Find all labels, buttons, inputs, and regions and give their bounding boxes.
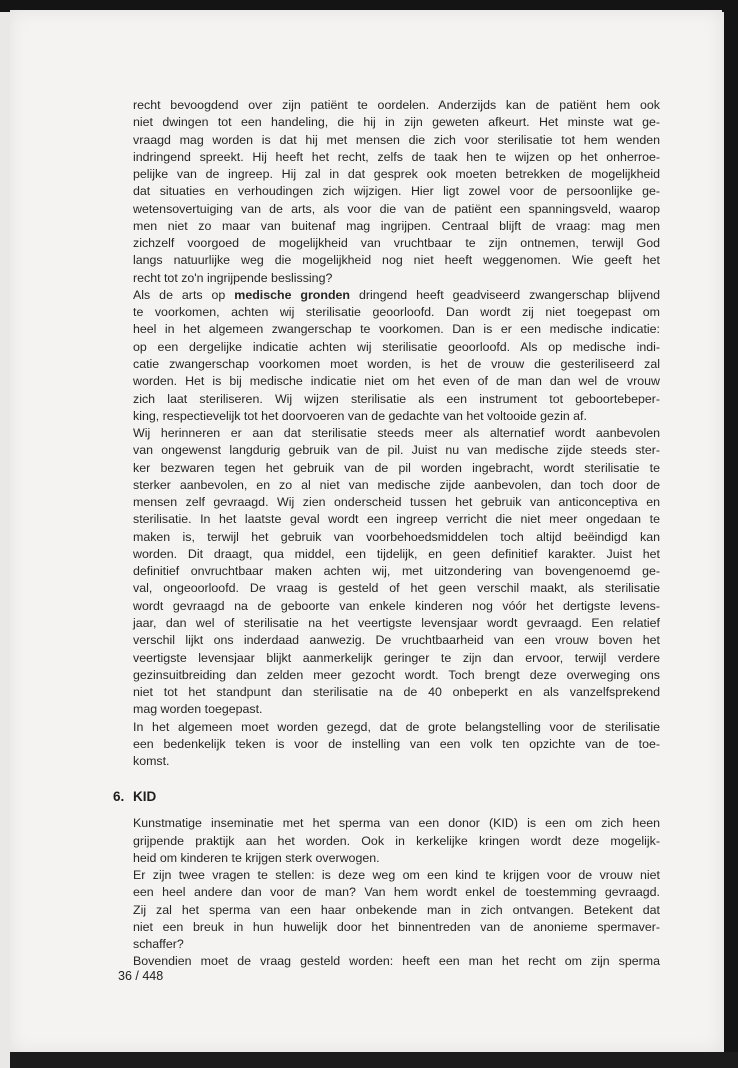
paragraph-medical-grounds	[133, 287, 660, 425]
section-title: KID	[133, 789, 157, 805]
text-line: val, ongeoorloofd. De vraag is gesteld of het geen verschil maakt, als sterilisatie	[133, 581, 660, 596]
text-line: op een dergelijke indicatie achten wij sterilisatie geoorloofd. Als op medische indi-	[133, 339, 660, 354]
text-line: recht bevoogdend over zijn patiënt te oordelen. Anderzijds kan de patiënt hem ook	[133, 98, 660, 112]
text-line: mag worden toegepast.	[133, 702, 263, 717]
text-line: niet een breuk in hun huwelijk door het binnentreden van de anonieme spermaver-	[133, 919, 660, 934]
text-line: catie zwangerschap voorkomen moet worden, is het de vrouw die gesteriliseerd zal	[133, 356, 660, 371]
text-line: veertigste levensjaar blijkt aanmerkelijk geringer te zijn dan ervoor, terwijl verdere	[133, 650, 660, 665]
paragraph-kid-intro	[133, 815, 660, 867]
text-line: vraagd mag worden is dat hij met mensen die zich voor sterilisatie tot hem wenden	[133, 132, 660, 147]
text-line: zichzelf voorgoed de mogelijkheid van vruchtbaar te zijn ontnemen, terwijl God	[133, 236, 660, 251]
text-line: een heel andere dan voor de man? Van hem wordt enkel de toestemming gevraagd.	[133, 885, 660, 900]
scan-border-bottom	[10, 1052, 738, 1068]
text-line: langs natuurlijke weg die mogelijkheid nog niet heeft weggenomen. Wie geeft het	[133, 253, 660, 268]
text-line: recht tot zo'n ingrijpende beslissing?	[133, 270, 333, 285]
text-line: dat situaties en verhoudingen zich wijzigen. Hier ligt zowel voor de persoonlijke ge-	[133, 184, 660, 199]
text-line: verschil lijkt ons inderdaad aanwezig. De vruchtbaarheid van een vrouw boven het	[133, 633, 660, 648]
text-line: Bovendien moet de vraag gesteld worden: heeft een man het recht om zijn sperma	[133, 954, 660, 969]
paragraph-kid-questions	[133, 867, 660, 953]
text-line: een bedenkelijk teken is voor de instelling van een volk ten opzichte van de toe-	[133, 736, 660, 751]
text-line: schaffer?	[133, 937, 184, 952]
text-line: heel in het algemeen zwangerschap te voorkomen. Dan is er een medische indicatie:	[133, 322, 660, 337]
text-line: Zij zal het sperma van een haar onbekende man in zich ontvangen. Betekent dat	[133, 902, 660, 917]
text-line: ker bezwaren tegen het gebruik van de pil worden ingebracht, wordt sterilisatie te	[133, 460, 660, 475]
section-spacer	[133, 770, 660, 786]
text-line: king, respectievelijk tot het doorvoeren van de gedachte van het voltooide gezin af.	[133, 408, 587, 423]
section-number: 6.	[113, 789, 125, 805]
text-line: men niet zo maar van buitenaf mag ingrijpen. Centraal blijft de vraag: mag men	[133, 218, 660, 233]
text-line: worden. Dit draagt, qua middel, een tijdelijk, en geen definitief karakter. Juist het	[133, 546, 660, 561]
text-line: Wij herinneren er aan dat sterilisatie steeds meer als alternatief wordt aanbevolen	[133, 426, 660, 441]
text-line: worden. Het is bij medische indicatie niet om het even of de man dan wel de vrouw	[133, 374, 660, 389]
text-column	[113, 97, 661, 971]
text-line: wordt gevraagd na de geboorte van enkele kinderen nog vóór het dertigste levens-	[133, 598, 660, 613]
text-run: Als de arts op	[133, 287, 235, 302]
text-run: dringend heeft geadviseerd zwangerschap blijvend	[349, 287, 661, 302]
paragraph-doctor-patient	[133, 97, 660, 287]
text-line: heid om kinderen te krijgen sterk overwogen.	[133, 850, 380, 865]
paragraph-pill-alternative	[133, 425, 660, 719]
text-line: gezinsuitbreiding dan zelden meer gezocht wordt. Toch brengt deze overweging ons	[133, 667, 660, 682]
text-line: sterker aanbevolen, en zo al niet van medische zijde aanbevolen, dan toch door de	[133, 477, 660, 492]
section-heading	[113, 786, 660, 808]
text-line: sterilisatie. In het laatste geval wordt een ingreep verricht die niet meer ongedaan te	[133, 512, 660, 527]
text-line: maken is, terwijl het gebruik van voorbehoedsmiddelen toch altijd beëindigd kan	[133, 529, 660, 544]
text-line: zich laat steriliseren. Wij wijzen sterilisatie als een instrument tot geboortebeper-	[133, 391, 660, 406]
text-line: pelijke van de ingreep. Hij zal in dat gesprek ook moeten betrekken de mogelijkheid	[133, 167, 660, 182]
text-line: jaar, dan wel of sterilisatie na het veertigste levensjaar wordt gevraagd. Een relatief	[133, 615, 660, 630]
text-line: definitief onvruchtbaar maken achten wij, met uitzondering van bovengenoemd ge-	[133, 564, 660, 579]
paragraph-kid-continued	[133, 953, 660, 970]
text-line: indringend spreekt. Hij heeft het recht, zelfs de taak hen te wijzen op het onherroe-	[133, 149, 660, 164]
text-line: In het algemeen moet worden gezegd, dat de grote belangstelling voor de sterilisatie	[133, 719, 660, 734]
text-line: Kunstmatige inseminatie met het sperma van een donor (KID) is een om zich heen	[133, 816, 660, 831]
text-line: wetensovertuiging van de arts, als voor die van de patiënt een spanningsveld, waarop	[133, 201, 660, 216]
text-line: van ongewenst langdurig gebruik van de pil. Juist nu van medische zijde steeds ster-	[133, 443, 660, 458]
paragraph-conclusion	[133, 719, 660, 771]
text-line: niet tot het standpunt dan sterilisatie na de 40 onbeperkt en als vanzelfsprekend	[133, 685, 660, 700]
text-line: Er zijn twee vragen te stellen: is deze weg om een kind te krijgen voor de vrouw niet	[133, 868, 660, 883]
page-number: 36 / 448	[118, 969, 164, 983]
text-line: niet dwingen tot een handeling, die hij in zijn geweten afkeurt. Het minste wat ge-	[133, 115, 660, 130]
text-line: mensen zelf gevraagd. Wij zien onderscheid tussen het gebruik van anticonceptiva en	[133, 495, 660, 510]
scan-border-right	[724, 0, 738, 1068]
text-line: komst.	[133, 754, 170, 769]
emphasis-medische-gronden: medische gronden	[234, 287, 350, 302]
text-line: te voorkomen, achten wij sterilisatie geoorloofd. Dan wordt zij niet toegepast om	[133, 305, 660, 320]
text-line-with-emphasis	[133, 287, 660, 304]
heading-spacer	[133, 808, 660, 815]
text-line: grijpende praktijk aan het worden. Ook in kerkelijke kringen wordt deze mogelijk-	[133, 833, 660, 848]
